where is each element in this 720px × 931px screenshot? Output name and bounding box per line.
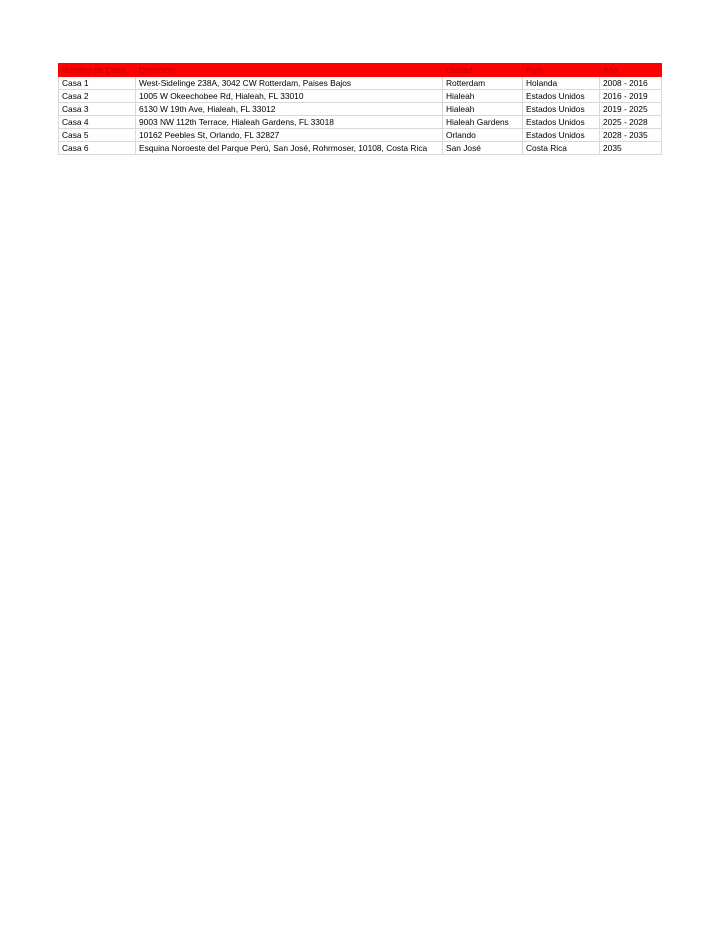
cell-house-number: Casa 6: [59, 142, 136, 155]
cell-country: Estados Unidos: [523, 129, 600, 142]
cell-year: 2035: [600, 142, 662, 155]
table-row: [59, 103, 662, 116]
cell-country: Holanda: [523, 77, 600, 90]
cell-address: 10162 Peebles St, Orlando, FL 32827: [136, 129, 443, 142]
header-city: Ciudad: [443, 64, 523, 77]
cell-address: 1005 W Okeechobee Rd, Hialeah, FL 33010: [136, 90, 443, 103]
cell-country: Estados Unidos: [523, 90, 600, 103]
header-year: Año: [600, 64, 662, 77]
cell-address: Esquina Noroeste del Parque Perú, San José, Rohrmoser, 10108, Costa Rica: [136, 142, 443, 155]
cell-address: 6130 W 19th Ave, Hialeah, FL 33012: [136, 103, 443, 116]
cell-year: 2025 - 2028: [600, 116, 662, 129]
header-country: País: [523, 64, 600, 77]
houses-table: [58, 63, 662, 155]
table-row: [59, 90, 662, 103]
cell-country: Estados Unidos: [523, 103, 600, 116]
cell-city: Orlando: [443, 129, 523, 142]
cell-city: Hialeah Gardens: [443, 116, 523, 129]
cell-country: Estados Unidos: [523, 116, 600, 129]
cell-city: San José: [443, 142, 523, 155]
cell-address: 9003 NW 112th Terrace, Hialeah Gardens, FL 33018: [136, 116, 443, 129]
cell-year: 2028 - 2035: [600, 129, 662, 142]
header-house-number: Número de Casa: [59, 64, 136, 77]
cell-city: Hialeah: [443, 90, 523, 103]
cell-year: 2016 - 2019: [600, 90, 662, 103]
cell-house-number: Casa 1: [59, 77, 136, 90]
cell-city: Hialeah: [443, 103, 523, 116]
cell-address: West-Sidelinge 238A, 3042 CW Rotterdam, Paises Bajos: [136, 77, 443, 90]
cell-city: Rotterdam: [443, 77, 523, 90]
header-row: [59, 64, 662, 77]
table-row: [59, 142, 662, 155]
cell-year: 2008 - 2016: [600, 77, 662, 90]
table-row: [59, 116, 662, 129]
cell-year: 2019 - 2025: [600, 103, 662, 116]
cell-house-number: Casa 5: [59, 129, 136, 142]
table-row: [59, 129, 662, 142]
cell-country: Costa Rica: [523, 142, 600, 155]
cell-house-number: Casa 2: [59, 90, 136, 103]
table-row: [59, 77, 662, 90]
header-address: Dirección: [136, 64, 443, 77]
cell-house-number: Casa 4: [59, 116, 136, 129]
cell-house-number: Casa 3: [59, 103, 136, 116]
